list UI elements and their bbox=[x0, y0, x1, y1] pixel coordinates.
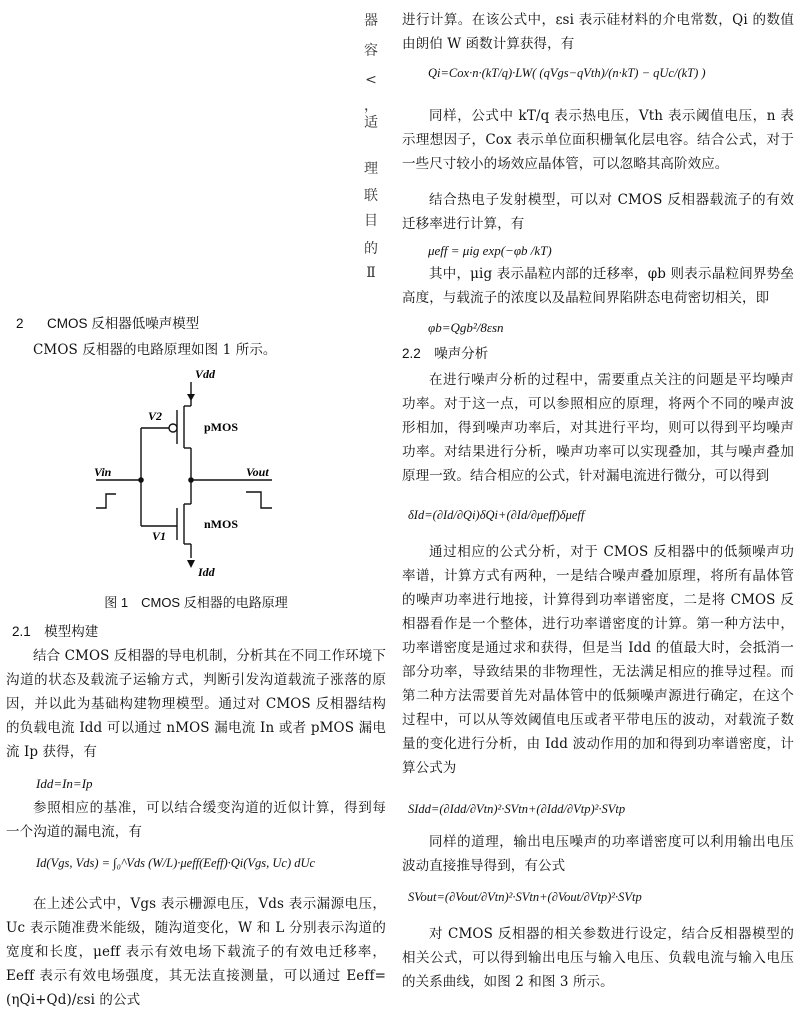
section-2-heading bbox=[16, 314, 386, 334]
label-vin: Vin bbox=[94, 465, 112, 479]
right-para-8: 对 CMOS 反相器的相关参数进行设定，结合反相器模型的相关公式，可以得到输出电压与输入电压、负载电流与输入电压的关系曲线，如图 2 和图 3 所示。 bbox=[402, 926, 794, 990]
right-para-1: 进行计算。在该公式中，εsi 表示硅材料的介电常数，Qi 的数值由朗伯 W 函数计算获得，有 bbox=[402, 12, 794, 52]
fragment-glyph: < bbox=[365, 72, 377, 88]
fragment-glyph: 联 bbox=[364, 188, 378, 204]
fragment-glyph: 器 bbox=[364, 13, 378, 29]
right-para-5: 在进行噪声分析的过程中，需要重点关注的问题是平均噪声功率。对于这一点，可以参照相应的原理，将两个不同的噪声波形相加，得到噪声功率后，对其进行平均，则可以得到平均噪声功率。对结果进行分析，噪声功率可以实现叠加，其与噪声叠加原理一致。结合相应的公式，针对漏电流进行微分，可以得到 bbox=[402, 372, 794, 484]
fragment-glyph: Ⅱ bbox=[366, 265, 376, 281]
right-para-3: 结合热电子发射模型，可以对 CMOS 反相器载流子的有效迁移率进行计算，有 bbox=[402, 192, 794, 232]
fragment-glyph: 的 bbox=[364, 241, 378, 257]
formula-qi: Qi=Cox·n·(kT/q)·LW( (qVgs−qVth)/(n·kT) − qUc/(kT) ) bbox=[428, 66, 706, 80]
fragment-glyph: 理 bbox=[364, 161, 378, 177]
formula-idd: Idd=In=Ip bbox=[36, 776, 93, 791]
formula-s-idd: SIdd=(∂Idd/∂Vtn)²·SVtn+(∂Idd/∂Vtp)²·SVtp bbox=[408, 802, 626, 816]
formula-phi-b: φb=Qgb²/8εsn bbox=[428, 320, 504, 335]
fragment-glyph: 容 bbox=[364, 43, 378, 59]
section-2-1-para-3: 在上述公式中，Vgs 表示栅源电压，Vds 表示漏源电压，Uc 表示随准费米能级，随沟道变化，W 和 L 分别表示沟道的宽度和长度，μeff 表示有效电场下载流子的有效电迁移率，Eeff 表示有效电场强度，其无法直接测量，可以通过 Eeff=(ηQi+Qd)/εsi 的公式 bbox=[6, 896, 386, 1008]
label-v1: V1 bbox=[152, 529, 167, 543]
fragment-glyph: ， bbox=[364, 98, 378, 114]
section-2-1-para-1: 结合 CMOS 反相器的导电机制，分析其在不同工作环境下沟道的状态及载流子运输方式，判断引发沟道载流子涨落的原因，并以此为基础构建物理模型。通过对 CMOS 反相器结构的负载电流 Idd 可以通过 nMOS 漏电流 In 或者 pMOS 漏电流 Ip 获得，有 bbox=[6, 648, 386, 760]
fragment-glyph: 适 bbox=[364, 115, 378, 131]
label-idd: Idd bbox=[198, 565, 215, 579]
right-para-7: 同样的道理，输出电压噪声的功率谱密度可以利用输出电压波动直接推导得到，有公式 bbox=[402, 834, 794, 874]
section-title: CMOS 反相器低噪声模型 bbox=[47, 316, 200, 331]
right-para-4: 其中，μig 表示晶粒内部的迁移率，φb 则表示晶粒间界势垒高度，与载流子的浓度以及晶粒间界陷阱态电荷密切相关，即 bbox=[402, 266, 794, 306]
right-para-2: 同样，公式中 kT/q 表示热电压，Vth 表示阈值电压，n 表示理想因子，Cox 表示单位面积栅氧化层电容。结合公式，对于一些尺寸较小的场效应晶体管，可以忽略其高阶效应。 bbox=[402, 108, 794, 172]
figure-1-caption: 图 1 CMOS 反相器的电路原理 bbox=[104, 595, 288, 610]
fragment-glyph: 目 bbox=[364, 213, 378, 229]
section-2-1-para-2: 参照相应的基准，可以结合缓变沟道的近似计算，得到每一个沟道的漏电流，有 bbox=[6, 800, 386, 840]
label-nmos: nMOS bbox=[204, 517, 239, 531]
label-vdd: Vdd bbox=[195, 368, 216, 381]
formula-delta-id: δId=(∂Id/∂Qi)δQi+(∂Id/∂μeff)δμeff bbox=[408, 508, 585, 522]
label-pmos: pMOS bbox=[204, 420, 239, 434]
label-vout: Vout bbox=[246, 465, 269, 479]
section-2-1-heading: 2.1 模型构建 bbox=[12, 624, 99, 639]
label-v2: V2 bbox=[148, 409, 163, 423]
right-para-6: 通过相应的公式分析，对于 CMOS 反相器中的低频噪声功率谱，计算方式有两种，一是结合噪声叠加原理，将所有晶体管的噪声功率进行地接，计算得到功率谱密度，二是将 CMOS 反相器看作是一个整体，进行功率谱密度的计算。第一种方法中，功率谱密度是通过求和获得，但是当 Idd 的值最大时，会抵消一部分功率，导致结果的非物理性，无法满足相应的推导过程。而第二种方法需要首先对晶体管中的低频噪声源进行确定，在这个过程中，可以从等效阈值电压或者平带电压的波动，对载流子数量的变化进行分析，由 Idd 波动作用的加和得到功率谱密度，计算公式为 bbox=[402, 544, 794, 776]
section-2-2-heading: 2.2 噪声分析 bbox=[402, 346, 489, 361]
formula-id-integral: Id(Vgs, Vds) = ∫₀^Vds (W/L)·μeff(Eeff)·Qi(Vgs, Uc) dUc bbox=[36, 856, 316, 870]
formula-s-vout: SVout=(∂Vout/∂Vtn)²·SVtn+(∂Vout/∂Vtp)²·SVtp bbox=[408, 890, 642, 904]
figure-1-circuit bbox=[86, 368, 326, 583]
section-2-intro: CMOS 反相器的电路原理如图 1 所示。 bbox=[33, 342, 277, 358]
formula-mu-eff: μeff = μig exp(−φb /kT) bbox=[428, 243, 552, 258]
section-number: 2 bbox=[16, 316, 24, 331]
